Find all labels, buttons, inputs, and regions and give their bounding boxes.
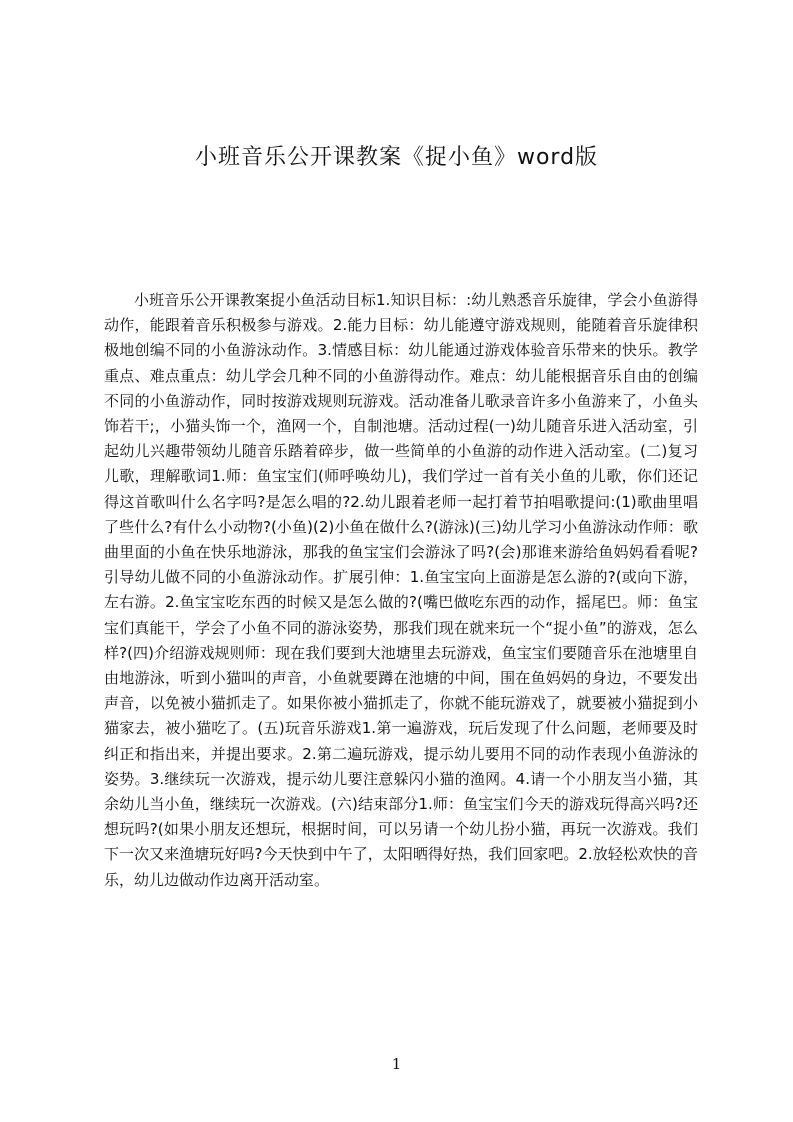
document-title: 小班音乐公开课教案《捉小鱼》word版 [194,145,599,170]
page-number: 1 [391,1055,402,1073]
document-body-paragraph: 小班音乐公开课教案捉小鱼活动目标1.知识目标：:幼儿熟悉音乐旋律，学会小鱼游得动作，能跟着音乐积极参与游戏。2.能力目标：幼儿能遵守游戏规则，能随着音乐旋律积极地创编不同的小鱼游泳动作。3.情感目标：幼儿能通过游戏体验音乐带来的快乐。教学重点、难点重点：幼儿学会几种不同的小鱼游得动作。难点：幼儿能根据音乐自由的创编不同的小鱼游动作，同时按游戏规则玩游戏。活动准备儿歌录音许多小鱼游来了，小鱼头饰若干;，小猫头饰一个，渔网一个，自制池塘。活动过程(一)幼儿随音乐进入活动室，引起幼儿兴趣带领幼儿随音乐踏着碎步，做一些简单的小鱼游的动作进入活动室。(二)复习儿歌，理解歌词1.师：鱼宝宝们(师呼唤幼儿)，我们学过一首有关小鱼的儿歌，你们还记得这首歌叫什么名字吗?是怎么唱的?2.幼儿跟着老师一起打着节拍唱歌提问:(1)歌曲里唱了些什么?有什么小动物?(小鱼)(2)小鱼在做什么?(游泳)(三)幼儿学习小鱼游泳动作师：歌曲里面的小鱼在快乐地游泳，那我的鱼宝宝们会游泳了吗?(会)那谁来游给鱼妈妈看看呢?引导幼儿做不同的小鱼游泳动作。扩展引伸：1.鱼宝宝向上面游是怎么游的?(或向下游，左右游。2.鱼宝宝吃东西的时候又是怎么做的?(嘴巴做吃东西的动作，摇尾巴。师：鱼宝宝们真能干，学会了小鱼不同的游泳姿势，那我们现在就来玩一个“捉小鱼”的游戏，怎么样?(四)介绍游戏规则师：现在我们要到大池塘里去玩游戏，鱼宝宝们要随音乐在池塘里自由地游泳，听到小猫叫的声音，小鱼就要蹲在池塘的中间，围在鱼妈妈的身边，不要发出声音，以免被小猫抓走了。如果你被小猫抓走了，你就不能玩游戏了，就要被小猫捉到小猫家去，被小猫吃了。(五)玩音乐游戏1.第一遍游戏，玩后发现了什么问题，老师要及时纠正和指出来，并提出要求。2.第二遍玩游戏，提示幼儿要用不同的动作表现小鱼游泳的姿势。3.继续玩一次游戏，提示幼儿要注意躲闪小猫的渔网。4.请一个小朋友当小猫，其余幼儿当小鱼，继续玩一次游戏。(六)结束部分1.师：鱼宝宝们今天的游戏玩得高兴吗?还想玩吗?(如果小朋友还想玩，根据时间，可以另请一个幼儿扮小猫，再玩一次游戏。我们下一次又来渔塘玩好吗?今天快到中午了，太阳晒得好热，我们回家吧。2.放轻松欢快的音乐，幼儿边做动作边离开活动室。 [104,291,698,889]
